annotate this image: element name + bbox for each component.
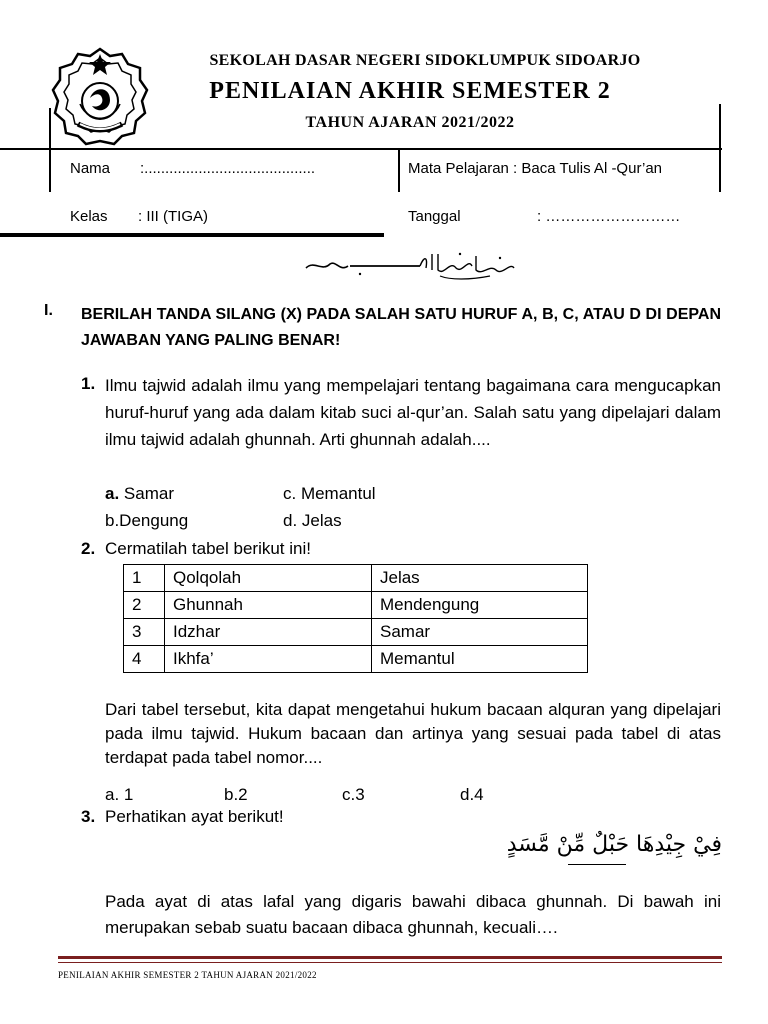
table-cell-hukum: Ghunnah	[165, 592, 372, 619]
table-row	[124, 619, 588, 646]
q1-text: Ilmu tajwid adalah ilmu yang mempelajari tentang bagaimana cara mengucapkan huruf-huruf yang ada dalam kitab suci al-qur’an. Salah satu yang dipelajari dalam ilmu tajwid adalah ghunnah. Arti ghunnah adalah....	[105, 376, 721, 449]
table-cell-arti: Mendengung	[372, 592, 588, 619]
frame-middle-info	[398, 150, 400, 192]
frame-left-info	[49, 150, 51, 192]
q2-option-a[interactable]: a. 1	[105, 785, 134, 804]
q2-text: Cermatilah tabel berikut ini!	[105, 539, 311, 558]
footer-rule-thin	[58, 962, 722, 963]
q3-number: 3.	[81, 807, 96, 826]
q2-option-d[interactable]: d.4	[460, 785, 484, 804]
q1-option-b[interactable]: b.Dengung	[105, 511, 189, 530]
section-number: I.	[44, 302, 53, 319]
q3-arabic-underline	[568, 864, 626, 865]
table-cell-number: 2	[124, 592, 165, 619]
q3-text: Perhatikan ayat berikut!	[105, 807, 284, 826]
frame-right-top	[719, 104, 721, 150]
section-instruction: BERILAH TANDA SILANG (X) PADA SALAH SATU HURUF A, B, C, ATAU D DI DEPAN JAWABAN YANG PALING BENAR!	[81, 306, 721, 349]
table-row	[124, 592, 588, 619]
table-cell-hukum: Idzhar	[165, 619, 372, 646]
table-cell-number: 3	[124, 619, 165, 646]
kelas-value: : III (TIGA)	[138, 208, 208, 225]
academic-year: TAHUN AJARAN 2021/2022	[305, 114, 515, 131]
school-logo-seal-icon	[50, 46, 150, 148]
table-row	[124, 646, 588, 673]
table-cell-number: 4	[124, 646, 165, 673]
q3-paragraph: Pada ayat di atas lafal yang digaris bawahi dibaca ghunnah. Di bawah ini merupakan sebab suatu bacaan dibaca ghunnah, kecuali….	[105, 892, 721, 937]
q2-option-c[interactable]: c.3	[342, 785, 365, 804]
q1-option-d[interactable]: d. Jelas	[283, 511, 342, 530]
nama-field[interactable]: :.........................................	[140, 160, 316, 177]
table-cell-hukum: Qolqolah	[165, 565, 372, 592]
table-cell-arti: Samar	[372, 619, 588, 646]
q1-option-a-text: Samar	[119, 484, 174, 503]
q1-option-a-letter: a.	[105, 484, 120, 503]
table-cell-arti: Jelas	[372, 565, 588, 592]
footer-rule-thick	[58, 956, 722, 959]
table-cell-number: 1	[124, 565, 165, 592]
q3-arabic-verse	[506, 832, 722, 868]
mata-pelajaran: Mata Pelajaran : Baca Tulis Al -Qur’an	[408, 160, 663, 177]
header-divider	[0, 148, 722, 150]
tanggal-field[interactable]: : ………………………	[537, 208, 681, 225]
q3-arabic-text: فِيْ جِيْدِهَا حَبْلٌ مِّنْ مَّسَدٍ	[506, 832, 722, 857]
info-bottom-rule	[0, 233, 384, 237]
q1-option-c[interactable]: c. Memantul	[283, 484, 376, 503]
q1-number: 1.	[81, 374, 96, 393]
frame-left-top	[49, 108, 51, 150]
q2-number: 2.	[81, 539, 96, 558]
footer-text: PENILAIAN AKHIR SEMESTER 2 TAHUN AJARAN 2021/2022	[58, 970, 317, 980]
school-name: SEKOLAH DASAR NEGERI SIDOKLUMPUK SIDOARJO	[209, 52, 641, 69]
table-cell-hukum: Ikhfa’	[165, 646, 372, 673]
q1-option-a[interactable]	[105, 484, 174, 504]
q2-option-b[interactable]: b.2	[224, 785, 248, 804]
nama-label: Nama	[70, 160, 111, 177]
exam-title: PENILAIAN AKHIR SEMESTER 2	[209, 78, 611, 104]
kelas-label: Kelas	[70, 208, 108, 225]
bismillah-calligraphy-icon	[300, 250, 520, 282]
table-row	[124, 565, 588, 592]
tajwid-table	[123, 564, 588, 673]
tanggal-label: Tanggal	[408, 208, 461, 225]
q2-paragraph: Dari tabel tersebut, kita dapat mengetahui hukum bacaan alquran yang dipelajari pada ilmu tajwid. Hukum bacaan dan artinya yang sesuai pada tabel di atas terdapat pada tabel nomor....	[105, 700, 721, 767]
frame-right-info	[719, 150, 721, 192]
table-cell-arti: Memantul	[372, 646, 588, 673]
